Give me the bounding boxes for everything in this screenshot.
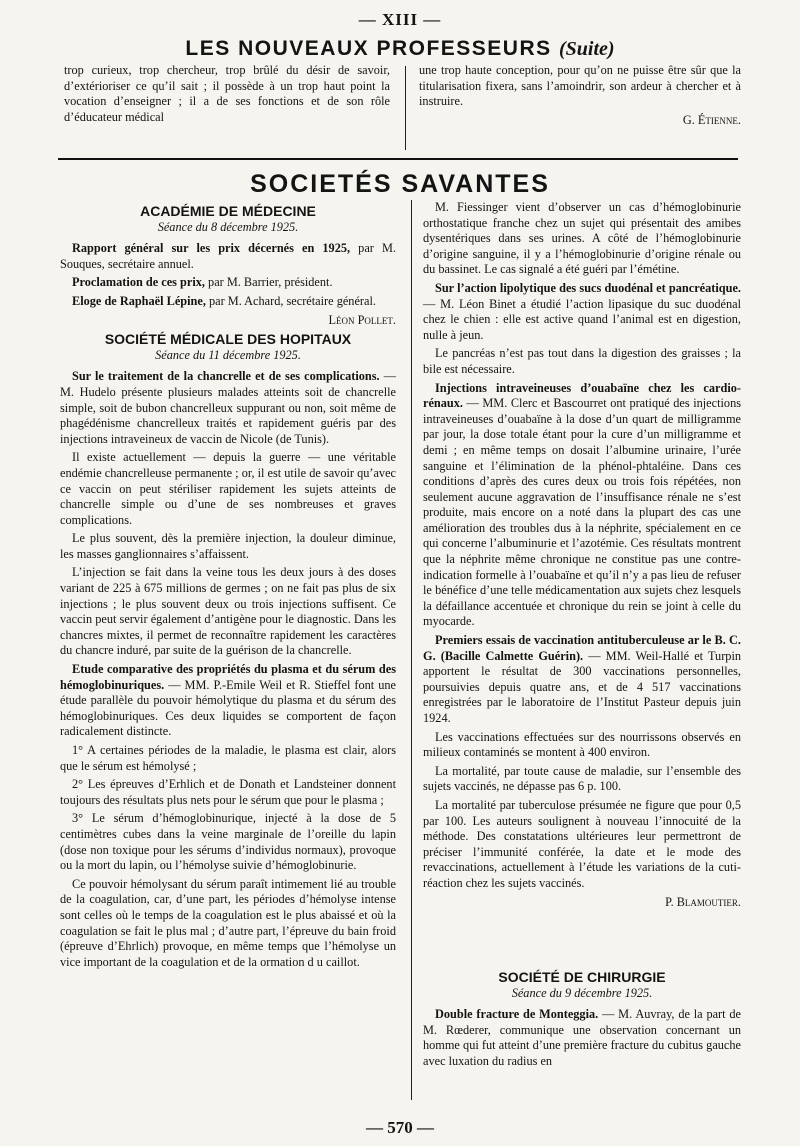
- academie-heading: ACADÉMIE DE MÉDECINE: [140, 203, 316, 219]
- academie-para-3: Eloge de Raphaël Lépine, par M. Achard, secrétaire général.: [72, 293, 376, 308]
- smh-para-f: 1° A certaines périodes de la maladie, le plasma est clair, alors que le sérum est hémolysé ;: [60, 743, 396, 773]
- academie-signature: Léon Pollet.: [328, 312, 396, 327]
- smh-para-a: Sur le traitement de la chancrelle et de ses complications. — M. Hudelo présente plusieurs malades atteints soit de chancrelle simple, soit de bubon chancrelleux suppurant ou non, soit même de phagédénisme chancrelleux traités et rapidement guéris par des injections intraveineux de vaccin de Nicole (de Tunis).: [60, 369, 397, 446]
- right-para-a: M. Fiessinger vient d’observer un cas d’hémoglobinurie orthostatique franche chez un sujet qui présentait des amibes dysentériques dans ses urines. A côté de l’hémoglobinurie d’origine sanguine, il y a l’hémoglobinurie d’origine rénale ou du bassinet. Le cas signalé a été guéri par l’émétine.: [423, 200, 741, 277]
- top-signature: G. Étienne.: [682, 112, 741, 127]
- top-right-column: [419, 63, 741, 128]
- page-number: — 570 —: [366, 1118, 434, 1137]
- section-header: [0, 37, 800, 61]
- smh-para-d: L’injection se fait dans la veine tous les deux jours à des doses variant de 225 à 675 millions de germes ; on ne fait pas plus de six injections ; le plus souvent deux ou trois injections suffisent. Ce vaccin peut servir également d’antigène pour le diagnostic. Dans les chancres mixtes, il permet de reconnaître rapidement les caractères du chancre induré, par suite de la guérison de la chancrelle.: [60, 565, 396, 658]
- top-separator-rule: [58, 158, 738, 160]
- left-column: [60, 200, 396, 973]
- chirurgie-section: [423, 966, 741, 1073]
- top-left-column: [64, 63, 390, 128]
- right-para-e: Premiers essais de vaccination antituberculeuse ar le B. C. G. (Bacille Calmette Guérin). — MM. Weil-Hallé et Turpin apportent le résultat de 300 vaccinations personnelles, poursuivies depuis quatre ans, et de 4 517 vaccinations enregistrées par le laboratoire de l’Institut Pasteur depuis juin 1924.: [423, 633, 742, 725]
- top-left-text: trop curieux, trop chercheur, trop brûlé du désir de savoir, d’extérioriser ce qu’il sait ; il possède à un trop haut point la vocation d’enseigner ; il a de ses fonctions et de son rôle d’éducateur médical: [64, 63, 390, 124]
- smh-para-h: 3° Le sérum d’hémoglobinurique, injecté à la dose de 5 centimètres cubes dans la veine marginale de l’oreille du lapin (dose non toxique pour les sérums d’individus normaux), provoque ou la mort du lapin, ou l’hémolyse suivie d’hémoglobinurie.: [60, 811, 396, 873]
- smh-para-g: 2° Les épreuves d’Erhlich et de Donath et Landsteiner donnent toujours des résultats plus nets pour le sérum que pour le plasma ;: [60, 777, 396, 807]
- chirurgie-heading: SOCIÉTÉ DE CHIRURGIE: [498, 969, 666, 985]
- academie-para-1: Rapport général sur les prix décernés en 1925, par M. Souques, secrétaire annuel.: [60, 241, 396, 271]
- right-para-b: Sur l’action lipolytique des sucs duodénal et pancréatique. — M. Léon Binet a étudié l’action lipasique du suc duodénal chez le chien : elle est active quand l’animal est en digestion, nulle à jeun.: [423, 280, 741, 342]
- top-column-divider: [405, 66, 406, 150]
- chirurgie-date: Séance du 9 décembre 1925.: [511, 985, 653, 1000]
- smh-para-i: Ce pouvoir hémolysant du sérum paraît intimement lié au trouble de la coagulation, car, d’une part, les périodes d’hémolyse intense sont celles où le temps de la coagulation est le plus abaissé et où la coagulation se fait le plus mal ; d’autre part, l’épreuve du bain froid (épreuve d’Ehrlich) provoque, en même temps que l’hémolyse un vice important de la coagulation et de la ormation d u caillot.: [60, 876, 396, 969]
- academie-para-2: Proclamation de ces prix, par M. Barrier, président.: [72, 275, 333, 290]
- academie-date: Séance du 8 décembre 1925.: [157, 219, 299, 234]
- right-signature: P. Blamoutier.: [665, 894, 741, 909]
- right-column: [423, 200, 741, 910]
- right-para-g: La mortalité, par toute cause de maladie, sur l’ensemble des sujets vaccinés, ne dépasse pas 6 p. 100.: [423, 763, 741, 794]
- header-title: LES NOUVEAUX PROFESSEURS: [185, 37, 552, 60]
- smh-para-b: Il existe actuellement — depuis la guerre — une véritable endémie chancrelleuse permanente ; or, il est utile de savoir qu’avec ce vaccin on peut stériliser rapidement les sujets atteints de chancrelle simple ou d’une de ses nombreuses et graves complications.: [60, 450, 396, 527]
- roman-page-number: — XIII —: [358, 10, 442, 29]
- right-para-d: Injections intraveineuses d’ouabaïne chez les cardio-rénaux. — MM. Clerc et Bascourret ont pratiqué des injections intraveineuses d’ouabaïne à la dose d’un quart de milligramme par jour, la dose totale étant pour la cure d’un milligramme et demi ; en même temps on dosait l’albumine urinaire, l’urée sanguine et l’élimination de la phénol-phtaléine. Dans ces conditions d’après des cures deux ou trois fois répétées, non seulement aucune aggravation de l’insuffisance rénale ne s’est produite, mais encore on a noté dans la plupart des cas une amélioration des troubles dus à la néphrite, spécialement en ce qui concerne l’albuminurie et l’azotémie. Ces résultats montrent que la néphrite même chronique ne constitue pas une contre-indication formelle à l’ouabaïne et qu’il n’y a pas lieu de refuser le bénéfice d’une telle médicamentation aux sujets chez lesquels la défaillance accentuée et chronique du rein se joint à celle du myocarde.: [423, 380, 742, 629]
- right-para-c: Le pancréas n’est pas tout dans la digestion des graisses ; la bile est nécessaire.: [423, 346, 741, 376]
- smh-heading: SOCIÉTÉ MÉDICALE DES HOPITAUX: [104, 331, 352, 348]
- smh-date: Séance du 11 décembre 1925.: [155, 347, 301, 362]
- right-para-h: La mortalité par tuberculose présumée ne figure que pour 0,5 par 100. Les auteurs soulignent à nouveau l’innocuité de la méthode. Des constatations ultérieures leur permettront de préciser l’immunité conférée, la date et le mode des revaccinations, actuellement à l’étude les variations de la cuti-réaction chez les sujets vaccinés.: [423, 797, 741, 890]
- header-suite: (Suite): [559, 38, 615, 60]
- chirurgie-para: Double fracture de Monteggia. — M. Auvray, de la part de M. Rœderer, communique une observation concernant un homme qui fut atteint d’une première fracture du cubitus gauche avec luxation du radius en: [423, 1007, 741, 1068]
- right-para-f: Les vaccinations effectuées sur des nourrissons observés en milieux contaminés se montent à 400 environ.: [423, 729, 741, 760]
- smh-para-e: Etude comparative des propriétés du plasma et du sérum des hémoglobinuriques. — MM. P.-Emile Weil et R. Stieffel font une étude parallèle du pouvoir hémolytique du plasma et du sérum des hémoglobinuriques. Ces deux liquides se comportent de façon radicalement distincte.: [60, 662, 396, 739]
- smh-para-c: Le plus souvent, dès la première injection, la douleur diminue, les masses ganglionnaires s’affaissent.: [60, 531, 396, 561]
- top-right-text: une trop haute conception, pour qu’on ne puisse être sûr que la titularisation fixera, sans l’amoindrir, son ardeur à chercher et à instruire.: [419, 63, 741, 109]
- main-column-divider: [411, 200, 412, 1100]
- section-title: SOCIETÉS SAVANTES: [250, 170, 550, 198]
